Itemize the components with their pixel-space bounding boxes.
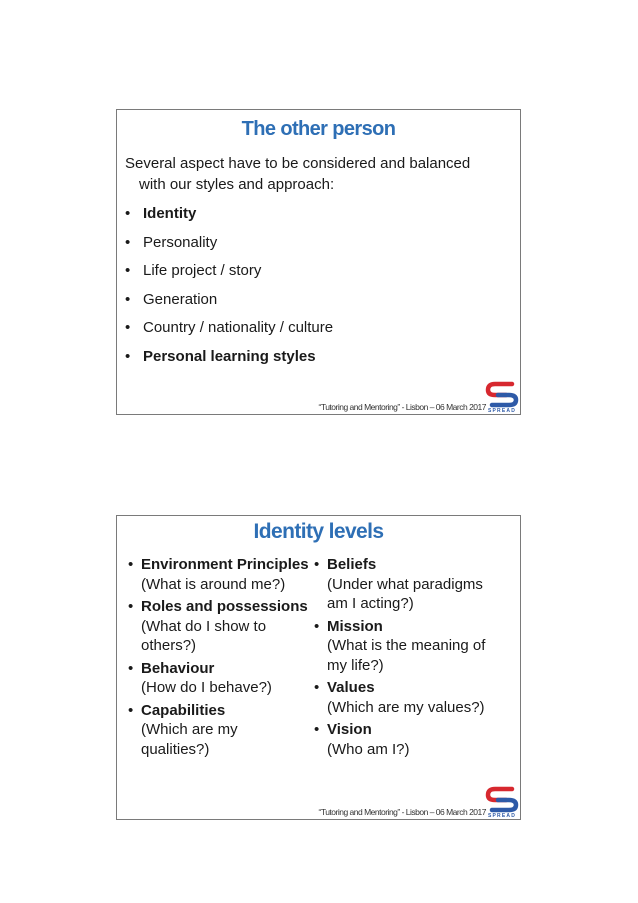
spread-logo-icon — [485, 381, 519, 413]
slide-title: The other person — [241, 118, 396, 140]
bullet-icon: • — [125, 290, 131, 308]
bullet-icon: • — [125, 233, 131, 251]
intro-line: Several aspect have to be considered and balanced — [125, 155, 471, 172]
list-item-text: Generation — [143, 290, 218, 308]
list-item-text: Life project / story — [143, 262, 262, 279]
item-question: (Under what paradigms am I acting?) — [327, 575, 483, 612]
bullet-icon: • — [128, 598, 134, 615]
item-title: Environment Principles — [141, 556, 309, 573]
item-title: Capabilities — [141, 701, 226, 719]
item-question: (What do I show to others?) — [141, 617, 267, 654]
list-item — [125, 202, 333, 231]
bullet-icon: • — [314, 721, 320, 738]
item-title: Beliefs — [327, 556, 377, 573]
aspect-list — [125, 202, 333, 373]
bullet-icon: • — [125, 262, 131, 279]
intro-text — [125, 153, 515, 195]
list-item — [125, 659, 320, 698]
bullet-icon: • — [128, 701, 134, 719]
item-title: Values — [327, 679, 375, 696]
slide-footer: “Tutoring and Mentoring” - Lisbon – 06 March 2017 — [318, 807, 486, 817]
slide-the-other-person — [116, 109, 521, 415]
slide-footer: “Tutoring and Mentoring” - Lisbon – 06 March 2017 — [318, 402, 486, 412]
bullet-icon: • — [125, 347, 131, 365]
item-title: Roles and possessions — [141, 598, 308, 615]
bullet-icon: • — [128, 556, 134, 573]
item-title: Behaviour — [141, 659, 215, 677]
logo-text: SPREAD — [487, 813, 517, 818]
list-item — [125, 597, 320, 656]
identity-list-right — [311, 555, 511, 762]
bullet-icon: • — [314, 556, 320, 573]
slide-title: Identity levels — [253, 520, 384, 543]
list-item — [125, 555, 320, 594]
item-title: Mission — [327, 617, 383, 635]
item-title: Vision — [327, 721, 372, 738]
item-question: (Which are my qualities?) — [141, 721, 238, 758]
item-question: (Who am I?) — [327, 740, 410, 758]
list-item — [311, 720, 511, 759]
bullet-icon: • — [128, 659, 134, 677]
item-question: (Which are my values?) — [327, 698, 485, 716]
item-question: (What is the meaning of my life?) — [327, 637, 486, 674]
list-item — [125, 288, 333, 317]
bullet-icon: • — [125, 205, 131, 222]
item-question: (How do I behave?) — [141, 679, 272, 696]
list-item — [311, 617, 511, 676]
spread-logo-icon — [485, 786, 519, 818]
item-question: (What is around me?) — [141, 575, 286, 593]
list-item — [125, 259, 333, 288]
logo-text: SPREAD — [487, 408, 517, 413]
list-item-text: Personal learning styles — [143, 347, 316, 365]
list-item-text: Country / nationality / culture — [143, 319, 334, 336]
list-item — [125, 316, 333, 345]
list-item — [311, 555, 511, 614]
bullet-icon: • — [125, 319, 131, 336]
list-item-text: Identity — [143, 205, 197, 222]
identity-list-left — [125, 555, 320, 762]
slide-identity-levels — [116, 515, 521, 820]
list-item — [125, 701, 320, 760]
intro-line: with our styles and approach: — [139, 176, 335, 193]
list-item — [125, 231, 333, 260]
bullet-icon: • — [314, 679, 320, 696]
list-item — [125, 345, 333, 374]
bullet-icon: • — [314, 617, 320, 635]
list-item — [311, 678, 511, 717]
list-item-text: Personality — [143, 233, 218, 251]
